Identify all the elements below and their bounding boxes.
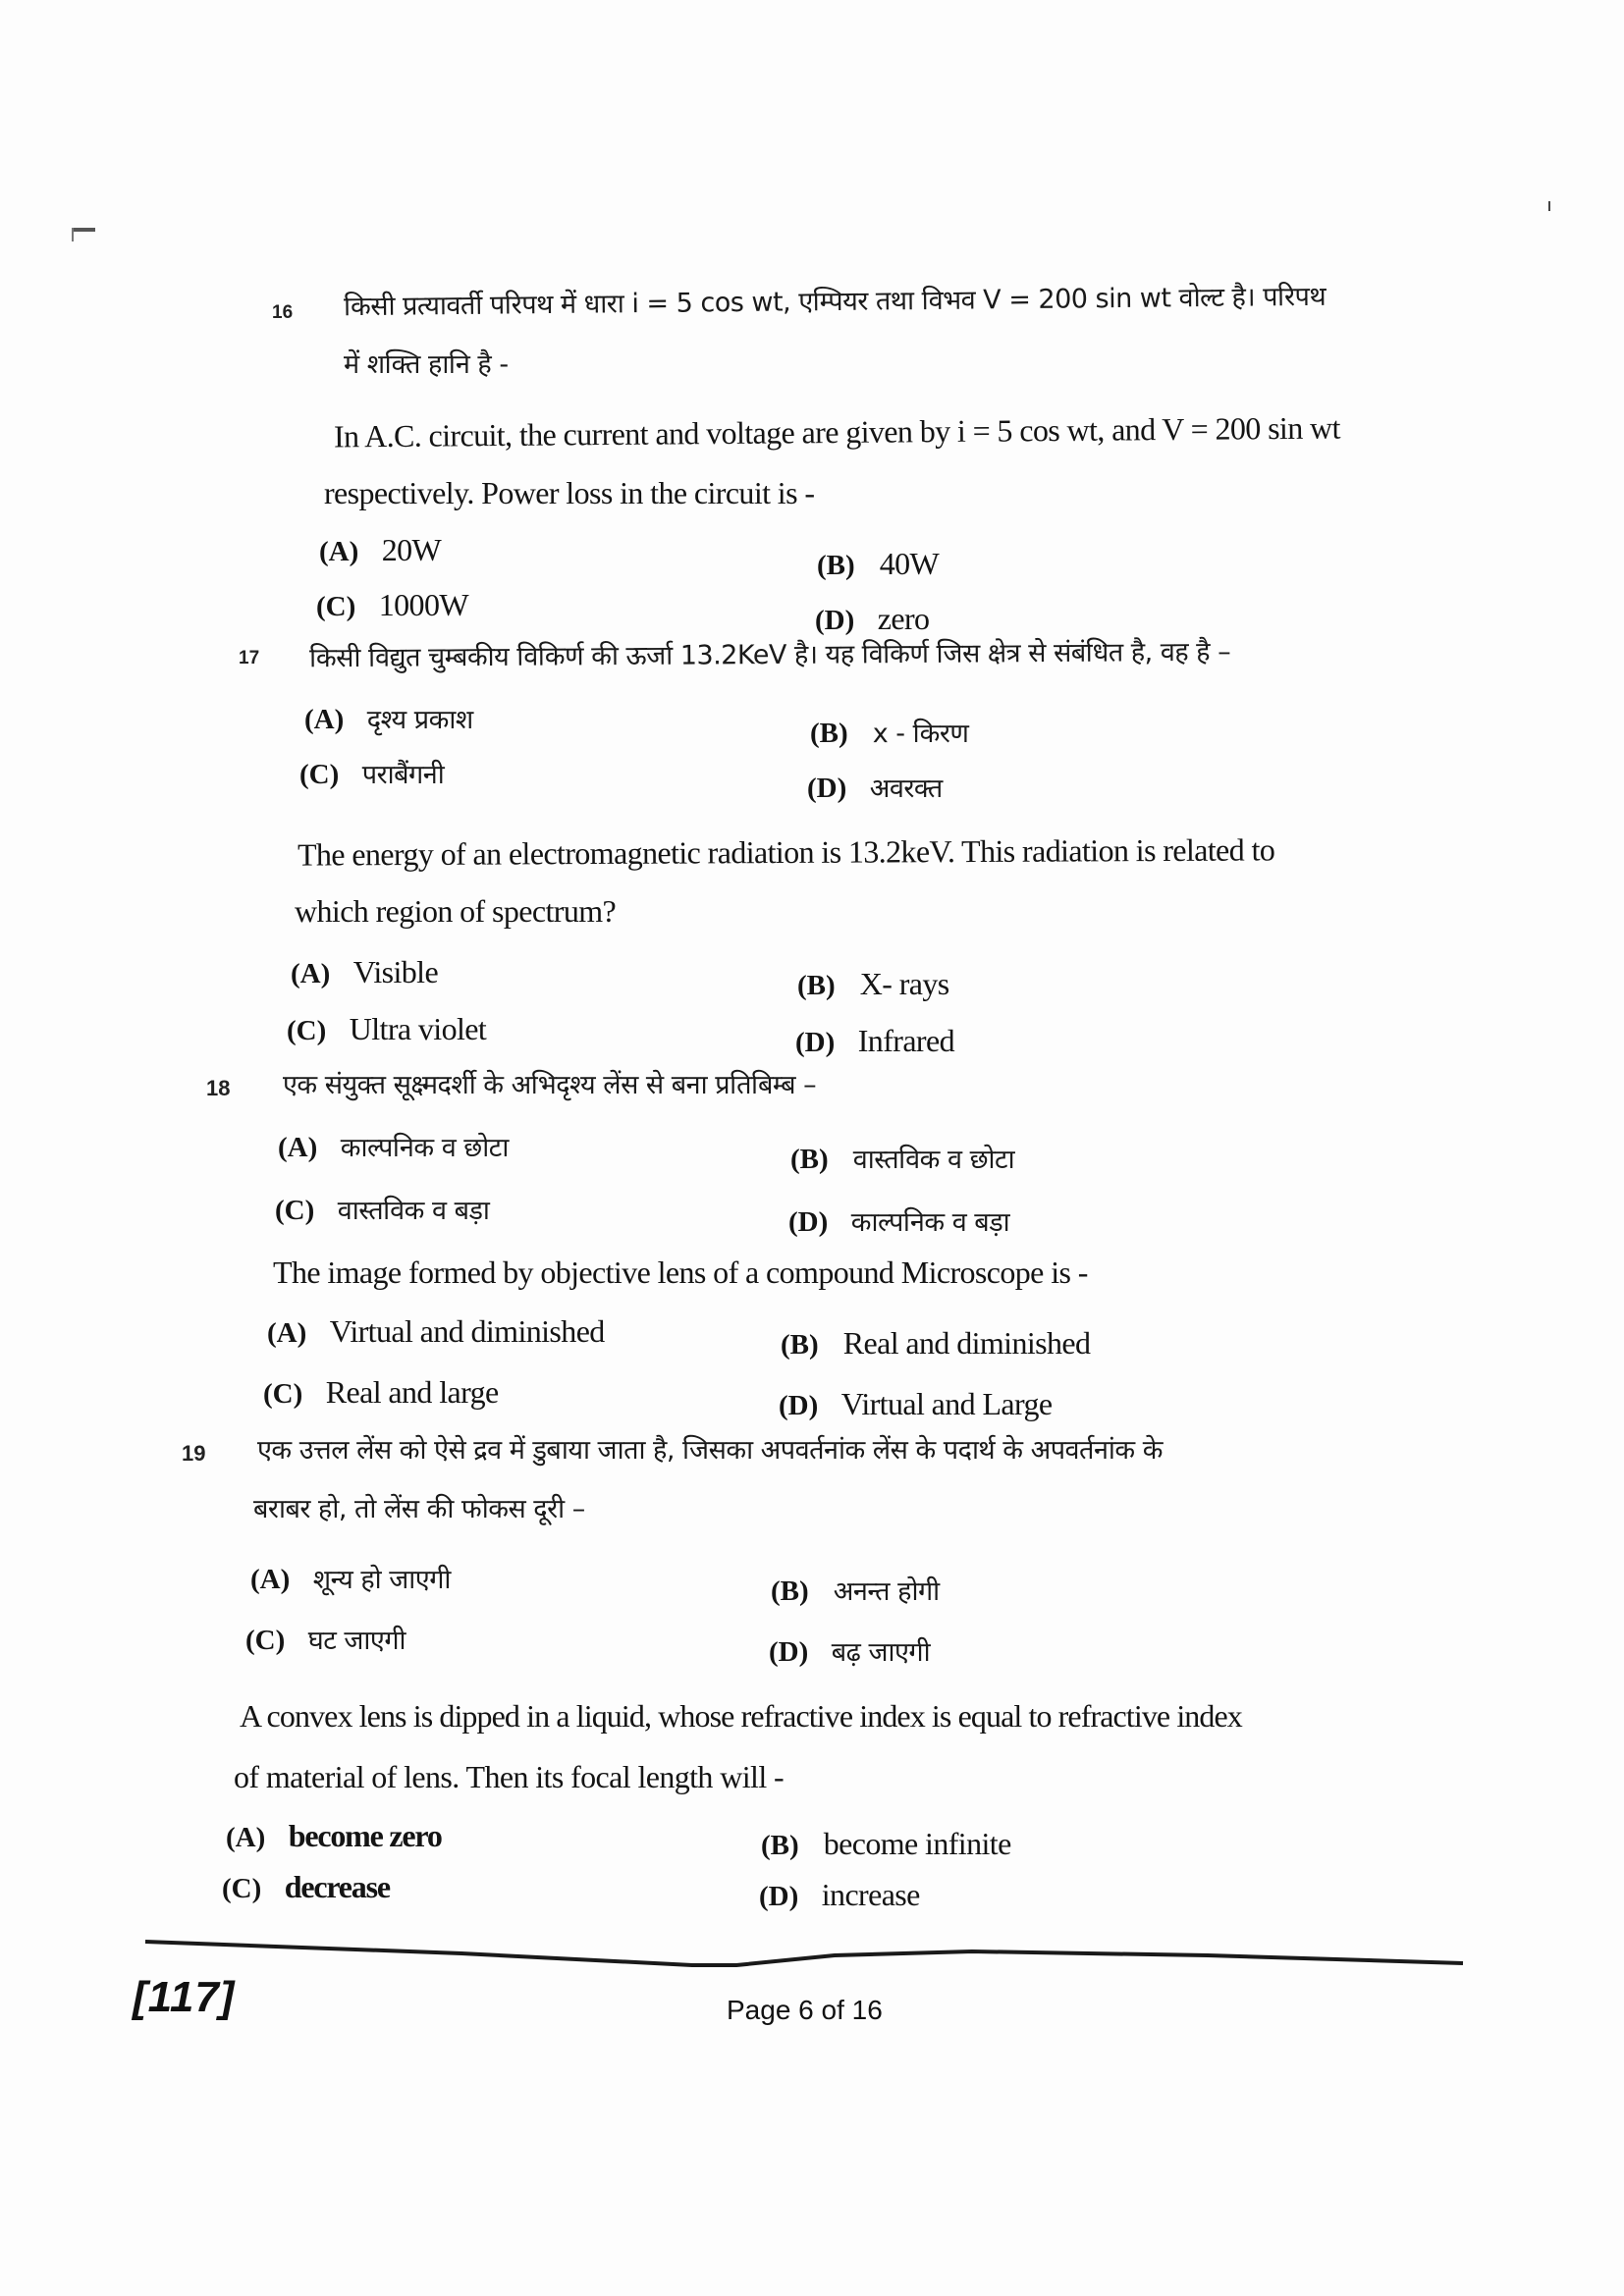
option-text: 1000W <box>378 587 468 622</box>
paper-code: [117] <box>133 1973 236 2021</box>
option-text: 20W <box>381 532 442 567</box>
option-text: zero <box>877 601 930 636</box>
option-label: (A) <box>278 1132 318 1163</box>
option-label: (C) <box>299 759 340 790</box>
option-text: वास्तविक व छोटा <box>852 1145 1015 1175</box>
option-label: (D) <box>807 773 847 804</box>
option-text: increase <box>821 1877 920 1912</box>
option-text: X- rays <box>859 966 949 1001</box>
question-hindi-line-1: एक संयुक्त सूक्ष्मदर्शी के अभिदृश्य लेंस से बना प्रतिबिम्ब – <box>283 1070 817 1100</box>
question-english-line-1: The image formed by objective lens of a compound Microscope is - <box>273 1255 1088 1290</box>
option-label: (C) <box>287 1015 327 1046</box>
question-number: 16 <box>272 302 294 323</box>
option-text: काल्पनिक व छोटा <box>340 1133 509 1163</box>
option-text: decrease <box>284 1869 390 1904</box>
question-english-line-2: which region of spectrum? <box>295 893 617 929</box>
option-text: Infrared <box>857 1023 954 1058</box>
option-label: (C) <box>222 1873 262 1904</box>
question-number: 17 <box>239 648 260 668</box>
option-label: (B) <box>781 1329 819 1361</box>
option-label: (D) <box>795 1027 836 1058</box>
question-number: 19 <box>182 1441 206 1466</box>
option-label: (C) <box>245 1625 286 1656</box>
option-label: (D) <box>759 1881 799 1912</box>
option-text: become infinite <box>823 1826 1011 1861</box>
option-text: Virtual and diminished <box>329 1313 605 1349</box>
question-number: 18 <box>206 1076 231 1100</box>
question-hindi-line-1: किसी प्रत्यावर्ती परिपथ में धारा i = 5 cos wt, एम्पियर तथा विभव V = 200 sin wt वोल्ट है। परिपथ <box>343 281 1326 323</box>
option-label: (A) <box>319 536 359 567</box>
option-label: (D) <box>788 1206 829 1238</box>
option-label: (A) <box>250 1564 291 1595</box>
option-label: (A) <box>226 1822 266 1853</box>
question-hindi-line-2: में शक्ति हानि है - <box>344 349 509 380</box>
option-text: become zero <box>288 1818 442 1853</box>
option-text: दृश्य प्रकाश <box>366 705 473 735</box>
option-text: वास्तविक व बड़ा <box>337 1196 490 1226</box>
option-label: (C) <box>316 591 356 622</box>
option-label: (B) <box>771 1575 809 1607</box>
option-label: (B) <box>817 550 855 581</box>
option-label: (A) <box>291 958 331 989</box>
option-label: (D) <box>815 605 855 636</box>
question-hindi-line-2: बराबर हो, तो लेंस की फोकस दूरी – <box>253 1494 585 1524</box>
option-text: अवरक्त <box>869 774 943 804</box>
option-text: अनन्त होगी <box>833 1576 940 1607</box>
option-label: (D) <box>779 1390 819 1421</box>
option-text: 40W <box>879 546 940 581</box>
option-text: Virtual and Large <box>840 1386 1053 1421</box>
option-text: काल्पनिक व बड़ा <box>850 1207 1010 1238</box>
option-label: (B) <box>797 970 836 1001</box>
option-text: Visible <box>352 954 439 989</box>
option-text: Real and diminished <box>842 1325 1091 1361</box>
option-label: (B) <box>761 1830 799 1861</box>
option-label: (A) <box>304 704 345 735</box>
option-label: (C) <box>275 1195 315 1226</box>
option-text: शून्य हो जाएगी <box>312 1565 451 1595</box>
question-english-line-1: A convex lens is dipped in a liquid, whose refractive index is equal to refractive index <box>240 1698 1242 1734</box>
question-english-line-2: respectively. Power loss in the circuit is - <box>324 475 815 510</box>
question-hindi-line-1: एक उत्तल लेंस को ऐसे द्रव में डुबाया जाता है, जिसका अपवर्तनांक लेंस के पदार्थ के अपवर्तनांक के <box>257 1435 1163 1466</box>
option-label: (D) <box>769 1636 809 1668</box>
option-text: बढ़ जाएगी <box>831 1637 931 1668</box>
option-text: Ultra violet <box>349 1011 487 1046</box>
option-text: Real and large <box>325 1374 499 1410</box>
option-label: (B) <box>810 718 848 749</box>
option-text: पराबैंगनी <box>361 760 445 790</box>
option-label: (B) <box>790 1144 829 1175</box>
question-english-line-1: In A.C. circuit, the current and voltage are given by i = 5 cos wt, and V = 200 sin wt <box>333 409 1341 454</box>
question-hindi-line-1: किसी विद्युत चुम्बकीय विकिर्ण की ऊर्जा 13.2KeV है। यह विकिर्ण जिस क्षेत्र से संबंधित है, वह है – <box>308 636 1231 674</box>
option-label: (A) <box>267 1317 307 1349</box>
question-english-line-1: The energy of an electromagnetic radiation is 13.2keV. This radiation is related to <box>297 831 1275 873</box>
option-text: घट जाएगी <box>307 1626 406 1656</box>
option-text: x - किरण <box>872 719 969 749</box>
page-number: Page 6 of 16 <box>727 1995 883 2025</box>
option-label: (C) <box>263 1378 303 1410</box>
question-english-line-2: of material of lens. Then its focal length will - <box>234 1759 785 1794</box>
